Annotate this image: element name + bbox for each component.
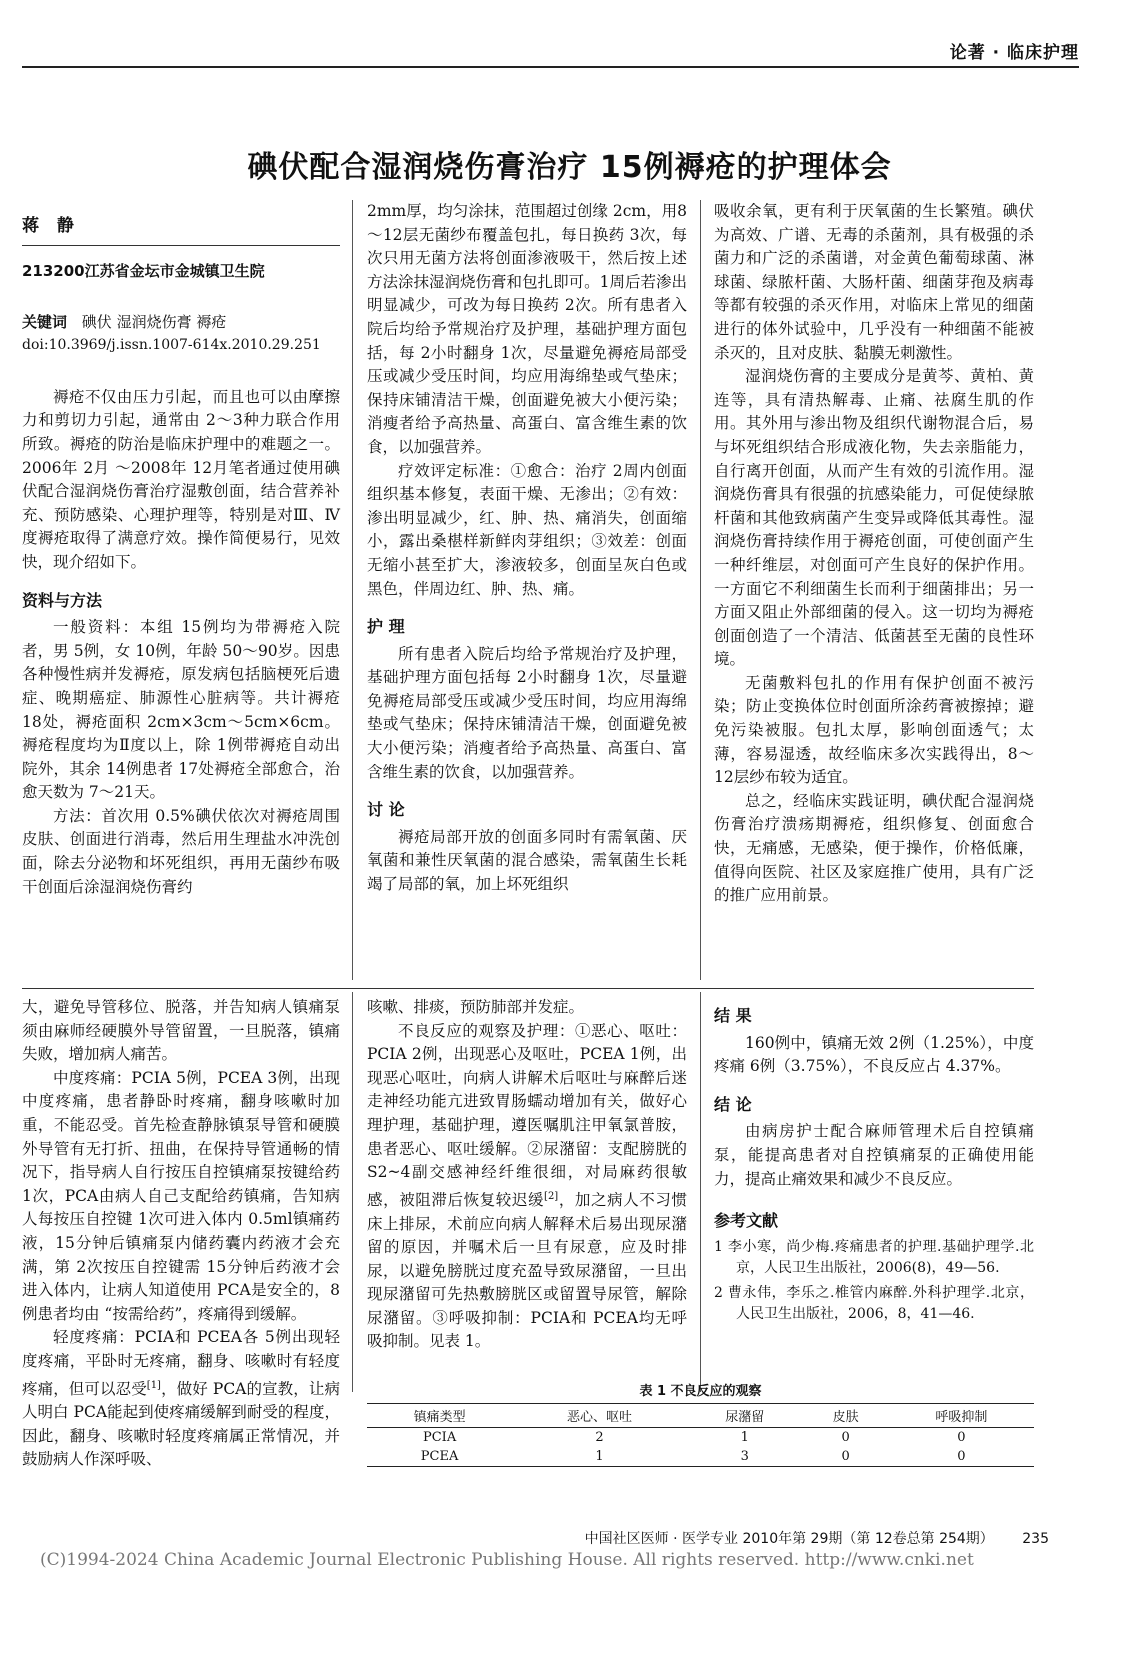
mild-pain-paragraph: 轻度疼痛：PCIA和 PCEA各 5例出现轻度疼痛，平卧时无疼痛，翻身、咳嗽时有轻度疼痛，但可以忍受[1]，做好 PCA的宣教，让病人明白 PCA能起到使疼痛缓解到耐受的程度，因此，翻身、咳嗽时轻度疼痛属正常情况，并鼓励病人作深呼吸、 — [22, 1328, 340, 1469]
adverse-reactions-paragraph: 不良反应的观察及护理：①恶心、呕吐：PCIA 2例，出现恶心及呕吐，PCEA 1例，出现恶心呕吐，向病人讲解术后呕吐与麻醉后迷走神经功能亢进致胃肠蠕动增加有关，做好心理护理，基础护理，遵医嘱肌注甲氧氯普胺，患者恶心、呕吐缓解。②尿潴留：支配膀胱的 S2~4副交感神经纤维很细，对局麻药很敏感，被阻滞后恢复较迟缓[2]，加之病人不习惯床上排尿，术前应向病人解释术后易出现尿潴留的原因，并嘱术后一旦有尿意，应及时排尿，以避免膀胱过度充盈导致尿潴留，一旦出现尿潴留可先热敷膀胱区或留置导尿管，解除尿潴留。③呼吸抑制：PCIA和 PCEA均无呼吸抑制。见表 1。 — [367, 1021, 687, 1351]
prev-col2-continuation: 咳嗽、排痰，预防肺部并发症。 — [367, 998, 585, 1016]
table-header-cell: 呼吸抑制 — [935, 1410, 988, 1425]
lower-column-2 — [367, 996, 687, 1354]
discussion-heading: 讨 论 — [367, 800, 405, 820]
table-cell: 0 — [841, 1449, 850, 1464]
citation-2: [2] — [544, 1190, 559, 1202]
keywords-values: 碘伏 湿润烧伤膏 褥疮 — [81, 313, 227, 332]
conclusion-heading: 结 论 — [714, 1094, 752, 1114]
table-cell: 0 — [957, 1430, 966, 1445]
top-rule — [22, 66, 1079, 68]
criteria-paragraph: 疗效评定标准：①愈合：治疗 2周内创面组织基本修复，表面干燥、无渗出；②有效：渗出明显减少，红、肿、热、痛消失，创面缩小，露出桑椹样新鲜肉芽组织；③效差：创面无缩小甚至扩大，渗液较多，创面呈灰白色或黑色，伴周边红、肿、热、痛。 — [367, 461, 687, 598]
reference-item: 2 曹永伟，李乐之.椎管内麻醉.外科护理学.北京，人民卫生出版社，2006，8，41—46. — [714, 1284, 1034, 1322]
upper-column-3 — [714, 200, 1034, 908]
table-header-cell: 尿潴留 — [725, 1410, 765, 1425]
table-caption: 表 1 不良反应的观察 — [639, 1384, 762, 1399]
citation-1: [1] — [146, 1379, 161, 1391]
table-header-cell: 皮肤 — [832, 1410, 859, 1425]
doi: doi:10.3969/j.issn.1007-614x.2010.29.251 — [22, 336, 321, 353]
discussion-continuation: 吸收余氧，更有利于厌氧菌的生长繁殖。碘伏为高效、广谱、无毒的杀菌剂，具有极强的杀菌力和广泛的杀菌谱，对金黄色葡萄球菌、淋球菌、绿脓杆菌、大肠杆菌、细菌芽孢及病毒等都有较强的杀灭作用，对临床上常见的细菌进行的体外试验中，几乎没有一种细菌不能被杀灭的，且对皮肤、黏膜无刺激性。 — [714, 202, 1034, 362]
table-cell: 0 — [841, 1430, 850, 1445]
table-header-row — [367, 1404, 1034, 1428]
discussion-paragraph-1: 褥疮局部开放的创面多同时有需氧菌、厌氧菌和兼性厌氧菌的混合感染，需氧菌生长耗竭了局部的氧，加上坏死组织 — [367, 827, 687, 894]
upper-column-2 — [367, 200, 687, 897]
methods-paragraph-1: 一般资料：本组 15例均为带褥疮入院者，男 5例，女 10例，年龄 50～90岁。因患各种慢性病并发褥疮，原发病包括脑梗死后遗症、晚期癌症、肺源性心脏病等。共计褥疮 18处，褥疮面积 2cm×3cm～5cm×6cm。褥疮程度均为Ⅱ度以上，除 1例带褥疮自动出院外，其余 14例患者 17处褥疮全部愈合，治愈天数为 7～21天。 — [22, 618, 340, 802]
references-heading: 参考文献 — [714, 1211, 779, 1231]
column-divider — [352, 200, 353, 980]
author-rule — [22, 245, 340, 246]
table-cell: 0 — [957, 1449, 966, 1464]
article-divider — [22, 988, 1034, 989]
table-row — [367, 1428, 1034, 1448]
table-cell: PCEA — [420, 1449, 459, 1464]
intro-paragraph: 褥疮不仅由压力引起，而且也可以由摩擦力和剪切力引起，通常由 2～3种力联合作用所致。褥疮的防治是临床护理中的难题之一。2006年 2月 ～2008年 12月笔者通过使用碘伏配合湿润烧伤膏治疗湿敷创面，结合营养补充、预防感染、心理护理等，特别是对Ⅲ、Ⅳ度褥疮取得了满意疗效。操作简便易行，见效快，现介绍如下。 — [22, 387, 340, 571]
keywords — [22, 311, 340, 335]
dressing-paragraph: 无菌敷料包扎的作用有保护创面不被污染；防止变换体位时创面所涂药膏被擦掉；避免污染被服。包扎太厚，影响创面透气；太薄，容易湿透，故经临床多次实践得出，8～12层纱布较为适宜。 — [714, 673, 1034, 787]
nursing-paragraph: 所有患者入院后均给予常规治疗及护理，基础护理方面包括每 2小时翻身 1次，尽量避免褥疮局部受压或减少受压时间，均应用海绵垫或气垫床；保持床铺清洁干燥，创面避免被大小便污染；消瘦者给予高热量、高蛋白、富含维生素的饮食，以加强营养。 — [367, 644, 687, 781]
reference-item: 1 李小寒，尚少梅.疼痛患者的护理.基础护理学.北京，人民卫生出版社，2006(8)，49—56. — [714, 1238, 1034, 1276]
keywords-label: 关键词 — [22, 313, 68, 332]
section-tag: 论著 · 临床护理 — [949, 43, 1079, 63]
table-cell: 1 — [595, 1449, 604, 1464]
methods-heading: 资料与方法 — [22, 590, 103, 610]
article-title: 碘伏配合湿润烧伤膏治疗 15例褥疮的护理体会 — [247, 150, 892, 185]
table-cell: 1 — [740, 1430, 749, 1445]
journal-footer — [585, 1528, 1049, 1548]
column-divider — [700, 200, 701, 980]
journal-info: 中国社区医师 · 医学专业 2010年第 29期（第 12卷总第 254期） — [584, 1531, 994, 1547]
table-header-cell: 镇痛类型 — [413, 1410, 466, 1425]
column-divider — [352, 992, 353, 1392]
adverse-reaction-table — [367, 1403, 1034, 1467]
lower-column-1 — [22, 996, 340, 1472]
author-name: 蒋 静 — [22, 216, 80, 236]
summary-paragraph: 总之，经临床实践证明，碘伏配合湿润烧伤膏治疗溃疡期褥疮，组织修复、创面愈合快，无痛感，无感染，便于操作，价格低廉，值得向医院、社区及家庭推广使用，具有广泛的推广应用前景。 — [714, 791, 1034, 905]
results-heading: 结 果 — [714, 1006, 752, 1025]
lower-column-3 — [714, 990, 1034, 1329]
conclusion-paragraph: 由病房护士配合麻师管理术后自控镇痛泵，能提高患者对自控镇痛泵的正确使用能力，提高止痛效果和减少不良反应。 — [714, 1122, 1034, 1188]
nursing-heading: 护 理 — [367, 617, 405, 637]
table-cell: PCIA — [422, 1430, 457, 1445]
methods-paragraph-2: 方法：首次用 0.5%碘伏依次对褥疮周围皮肤、创面进行消毒，然后用生理盐水冲洗创面，除去分泌物和坏死组织，再用无菌纱布吸干创面后涂湿润烧伤膏约 — [22, 806, 340, 896]
table-1 — [367, 1380, 1034, 1467]
column-divider — [700, 992, 701, 1392]
results-paragraph: 160例中，镇痛无效 2例（1.25%），中度疼痛 6例（3.75%），不良反应占 4.37%。 — [714, 1033, 1034, 1076]
method-continuation: 2mm厚，均匀涂抹，范围超过创缘 2cm，用8～12层无菌纱布覆盖包扎，每日换药 3次，每次只用无菌方法将创面渗液吸干，然后按上述方法涂抹湿润烧伤膏和包扎即可。1周后若渗出明显减少，可改为每日换药 2次。所有患者入院后均给予常规治疗及护理，基础护理方面包括，每 2小时翻身 1次，尽量避免褥疮局部受压或减少受压时间，均应用海绵垫或气垫床；保持床铺清洁干燥，创面避免被大小便污染；消瘦者给予高热量、高蛋白、富含维生素的饮食，以加强营养。 — [367, 202, 687, 456]
prev-continuation: 大，避免导管移位、脱落，并告知病人镇痛泵须由麻师经硬膜外导管留置，一旦脱落，镇痛失败，增加病人痛苦。 — [22, 998, 340, 1064]
table-cell: 2 — [595, 1430, 604, 1445]
table-cell: 3 — [740, 1449, 749, 1464]
table-header-cell: 恶心、呕吐 — [567, 1410, 633, 1425]
moderate-pain-paragraph: 中度疼痛：PCIA 5例，PCEA 3例，出现中度疼痛，患者静卧时疼痛，翻身咳嗽时加重，不能忍受。首先检查静脉镇泵导管和硬膜外导管有无打折、扭曲，在保持导管通畅的情况下，指导病人自行按压自控镇痛泵按键给药 1次，PCA由病人自己支配给药镇痛，告知病人每按压自控键 1次可进入体内 0.5ml镇痛药液，15分钟后镇痛泵内储药囊内药液才会充满，第 2次按压自控键需 15分钟后药液才会进入体内，让病人知道使用 PCA是安全的，8例患者均由 “按需给药”，疼痛得到缓解。 — [22, 1068, 340, 1323]
upper-column-1 — [22, 215, 340, 899]
table-row — [367, 1447, 1034, 1467]
ointment-paragraph: 湿润烧伤膏的主要成分是黄芩、黄柏、黄连等，具有清热解毒、止痛、祛腐生肌的作用。其外用与渗出物及组织代谢物混合后，易与坏死组织结合形成液化物，失去亲脂能力，自行离开创面，从而产生有效的引流作用。湿润烧伤膏具有很强的抗感染能力，可促使绿脓杆菌和其他致病菌产生变异或降低其毒性。湿润烧伤膏持续作用于褥疮创面，可使创面产生一种纤维层，对创面可产生良好的保护作用。一方面它不利细菌生长而利于细菌排出；另一方面又阻止外部细菌的侵入。这一切均为褥疮创面创造了一个清洁、低菌甚至无菌的良性环境。 — [714, 367, 1034, 669]
page-number: 235 — [1022, 1531, 1049, 1547]
copyright-notice: (C)1994-2024 China Academic Journal Electronic Publishing House. All rights reserved. http://www.cnki.net — [40, 1550, 974, 1570]
author-affiliation: 213200江苏省金坛市金城镇卫生院 — [22, 261, 265, 280]
